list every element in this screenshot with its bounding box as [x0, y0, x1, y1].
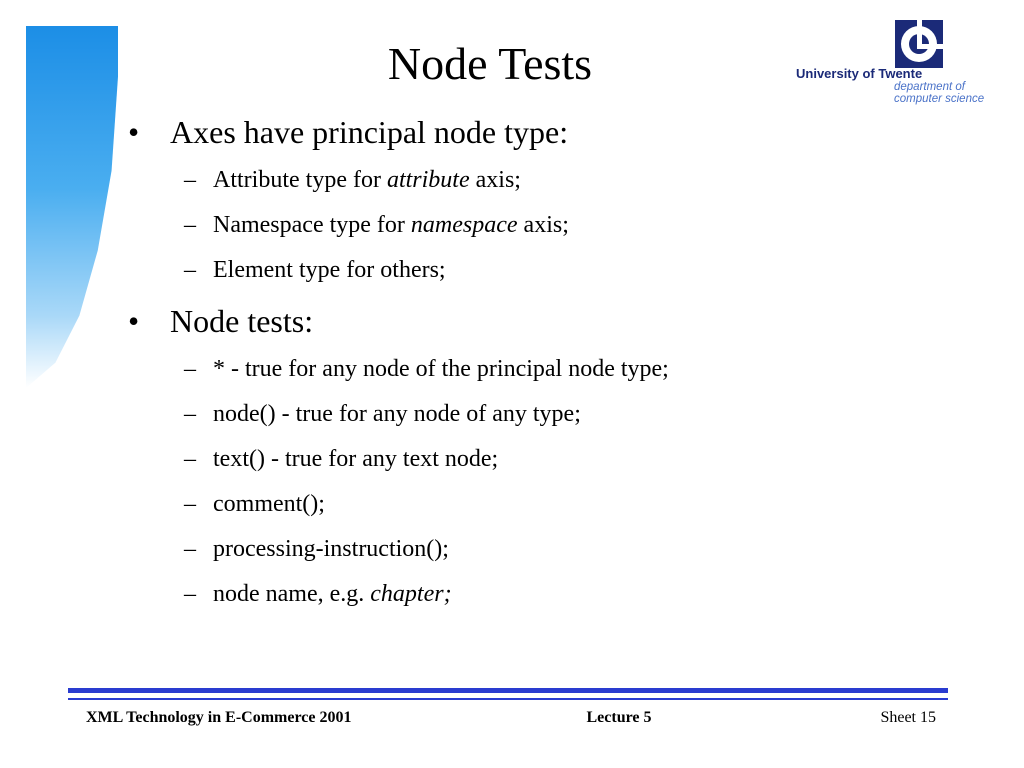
sub-bullet-marker: – [184, 401, 196, 427]
footer-sheet-number: Sheet 15 [880, 709, 936, 726]
sub-bullet-marker: – [184, 257, 196, 283]
sub-bullet-item [128, 392, 948, 437]
department-line-2: computer science [894, 93, 985, 105]
bullet-item [128, 108, 948, 156]
sub-bullet-text: Attribute type for [213, 167, 387, 193]
department-line-1: department of [894, 81, 965, 93]
university-name: University of Twente [796, 66, 923, 81]
sub-bullet-emphasis: namespace [410, 212, 518, 238]
sub-bullet-text: Element type for others; [213, 257, 446, 283]
sub-bullet-item [128, 248, 948, 293]
sub-bullet-text-end: axis; [517, 212, 569, 238]
sub-bullet-text: node() - true for any node of any type; [213, 401, 581, 427]
bullet-text: Axes have principal node type: [170, 114, 569, 150]
sub-bullet-text: processing-instruction(); [213, 536, 449, 562]
university-logo-icon [895, 20, 943, 68]
sub-bullet-emphasis: chapter; [370, 581, 452, 607]
sub-bullet-item [128, 158, 948, 203]
side-gradient-decoration [26, 26, 118, 388]
sub-bullet-text: text() - true for any text node; [213, 446, 499, 472]
sub-bullet-text: Namespace type for [213, 212, 411, 238]
sub-bullet-item [128, 527, 948, 572]
bullet-item [128, 297, 948, 345]
bullet-text: Node tests: [170, 303, 314, 339]
sub-bullet-text: node name, e.g. [213, 581, 371, 607]
sub-bullet-marker: – [184, 212, 196, 238]
sub-bullet-text: comment(); [213, 491, 325, 517]
bullet-marker: • [128, 303, 140, 339]
sub-bullet-text: * - true for any node of the principal node type; [213, 356, 669, 382]
sub-bullet-item [128, 203, 948, 248]
sub-bullet-item [128, 482, 948, 527]
footer-lecture-number: Lecture 5 [586, 709, 652, 726]
sub-bullet-marker: – [184, 446, 196, 472]
sub-bullet-marker: – [184, 581, 196, 607]
sub-bullet-marker: – [184, 536, 196, 562]
sub-bullet-item [128, 437, 948, 482]
sub-bullet-item [128, 572, 948, 617]
footer-rule-thick [68, 688, 948, 693]
sub-bullet-marker: – [184, 491, 196, 517]
footer-rule-thin [68, 698, 948, 700]
sub-bullet-marker: – [184, 167, 196, 193]
sub-bullet-item [128, 347, 948, 392]
bullet-list [128, 108, 948, 617]
bullet-marker: • [128, 114, 140, 150]
slide-title: Node Tests [387, 38, 593, 89]
footer-course-title: XML Technology in E-Commerce 2001 [86, 709, 352, 726]
sub-bullet-marker: – [184, 356, 196, 382]
sub-bullet-emphasis: attribute [386, 167, 470, 193]
sub-bullet-text-end: axis; [469, 167, 521, 193]
department-name [894, 81, 1018, 105]
